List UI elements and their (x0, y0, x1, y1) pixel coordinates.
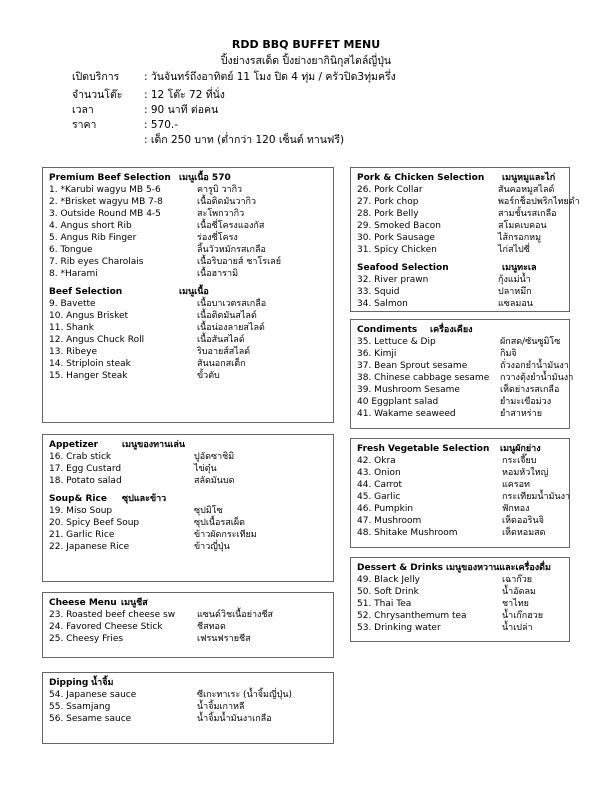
menu-item-th: หอมหัวใหญ่ (502, 468, 549, 478)
menu-item-en: 42. Okra (357, 456, 396, 466)
menu-item-en: 25. Cheesy Fries (49, 634, 124, 644)
menu-item-th: ฟักทอง (502, 504, 530, 514)
info-label: เปิดบริการ (72, 71, 120, 83)
menu-item-th: เห็ดออรินจิ (502, 516, 544, 526)
section-title-en: Dessert & Drinks (357, 563, 443, 573)
menu-item-th: สลัดมันบด (194, 476, 235, 486)
menu-item-en: 27. Pork chop (357, 197, 419, 207)
menu-item (357, 598, 563, 610)
section-title (49, 597, 327, 609)
menu-item-th: เนื้อฮารามิ (197, 269, 239, 279)
menu-item-en: 22. Japanese Rice (49, 542, 130, 552)
section-title (357, 443, 563, 455)
menu-item-th: น้ำจิ้มเกาหลี (197, 702, 245, 712)
menu-item-en: 7. Rib eyes Charolais (49, 257, 144, 267)
menu-item (49, 358, 327, 370)
section-title (49, 439, 327, 451)
section-title-th: เมนูหมูและไก่ (502, 173, 556, 183)
menu-item-th: ไส้กรอกหมู (498, 233, 542, 243)
menu-item-en: 19. Miso Soup (49, 506, 113, 516)
menu-item (357, 610, 563, 622)
section-title-th: เมนูของหวานและเครื่องดื่ม (446, 563, 551, 573)
menu-item-th: ชีสทอด (197, 622, 226, 632)
menu-item-en: 45. Garlic (357, 492, 401, 502)
menu-item (357, 515, 563, 527)
menu-item (357, 196, 580, 208)
section-title (49, 172, 327, 184)
menu-item-en: 43. Onion (357, 468, 401, 478)
dessert-drinks-menu-box (350, 557, 570, 642)
menu-item (49, 451, 327, 463)
menu-item (49, 701, 327, 713)
menu-item (357, 274, 563, 286)
menu-item-th: สันนอกสเต็ก (197, 359, 246, 369)
menu-item-th: แซลมอน (498, 299, 533, 309)
menu-item-th: ยำสาหร่าย (500, 409, 542, 419)
info-row-hours (72, 68, 396, 85)
menu-item-th: กุ้งแม่น้ำ (498, 275, 531, 285)
menu-item-en: 21. Garlic Rice (49, 530, 115, 540)
menu-item-th: แซนด์วิชเนื้อย่างชีส (197, 610, 274, 620)
menu-item (49, 334, 327, 346)
menu-item-th: เห็ดย่างรสเกลือ (500, 385, 560, 395)
menu-item-th: ลิ้นวัวหมักรสเกลือ (197, 245, 266, 255)
menu-item-en: 48. Shitake Mushroom (357, 528, 458, 538)
section-title-en: Fresh Vegetable Selection (357, 444, 490, 454)
menu-item-th: ถั่วงอกยำน้ำมันงา (500, 361, 569, 371)
section-title (49, 677, 327, 689)
menu-item (49, 541, 327, 553)
section-title-th: เมนูเนื้อ (179, 287, 209, 297)
menu-item-th: เนื้อน่องลายสไลด์ (197, 323, 265, 333)
info-value: : 90 นาที ต่อคน (144, 104, 219, 116)
menu-item-en: 35. Lettuce & Dip (357, 337, 436, 347)
menu-item-en: 41. Wakame seaweed (357, 409, 456, 419)
menu-item (357, 244, 563, 256)
menu-item-en: 3. Outside Round MB 4-5 (49, 209, 161, 219)
menu-item (49, 633, 327, 645)
menu-item-th: เนื้อติดมันวากิว (197, 197, 257, 207)
menu-item-en: 46. Pumpkin (357, 504, 414, 514)
menu-item-th: ชาไทย (502, 599, 529, 609)
menu-item-th: ข้าวผัดกระเทียม (194, 530, 257, 540)
section-title-en: Beef Selection (49, 287, 123, 297)
menu-item (49, 346, 327, 358)
menu-item-th: เฟรนฟรายชีส (197, 634, 251, 644)
section-title-en: Dipping (49, 678, 89, 688)
menu-item-th: คารูบิ วากิว (197, 185, 243, 195)
menu-item-en: 36. Kimji (357, 349, 397, 359)
menu-item-th: กระเจี๊ยบ (502, 456, 537, 466)
section-title (357, 262, 563, 274)
appetizer-soup-menu-box (42, 434, 334, 582)
menu-item (49, 196, 327, 208)
menu-item (49, 322, 327, 334)
section-title-th: เมนูของทานเล่น (122, 440, 185, 450)
menu-item-en: 50. Soft Drink (357, 587, 419, 597)
menu-item-th: กวางตุ้งยำน้ำมันงา (500, 373, 574, 383)
menu-item (49, 621, 327, 633)
menu-item (49, 505, 327, 517)
cheese-menu-box (42, 592, 334, 658)
info-value: : 12 โต๊ะ 72 ที่นั่ง (144, 89, 225, 101)
section-title-en: Cheese Menu (49, 598, 117, 608)
menu-item (49, 232, 327, 244)
menu-item-th: เนื้อริบอายส์ ชาโรเลย์ (197, 257, 281, 267)
menu-item-th: ซุปมิโซ (194, 506, 223, 516)
menu-item-en: 5. Angus Rib Finger (49, 233, 137, 243)
menu-item (49, 208, 327, 220)
vegetable-menu-box (350, 438, 570, 548)
menu-item-th: สันคอหมูสไลด์ (498, 185, 555, 195)
menu-item (49, 268, 327, 280)
section-title-en: Premium Beef Selection (49, 173, 171, 183)
menu-item-th: สะโพกวากิว (197, 209, 245, 219)
menu-item-th: ผักสด/ซันซูมิโซ (500, 337, 561, 347)
menu-title: RDD BBQ BUFFET MENU (231, 38, 381, 51)
section-title-en: Seafood Selection (357, 263, 449, 273)
menu-subtitle: ปิ้งย่างรสเด็ด ปิ้งย่างยากินิกุสไตล์ญี่ปุ่น (220, 55, 392, 67)
menu-item (357, 622, 563, 634)
section-title-th: ซุปและข้าว (122, 494, 167, 504)
menu-item-th: เนื้อสันสไลด์ (197, 335, 245, 345)
menu-item-en: 14. Striploin steak (49, 359, 131, 369)
section-title-en: Appetizer (49, 440, 99, 450)
section-title (357, 562, 563, 574)
menu-item (49, 370, 327, 382)
menu-item-th: เนื้อซี่โครงแองกัส (197, 221, 265, 231)
menu-item-en: 10. Angus Brisket (49, 311, 129, 321)
menu-item-en: 38. Chinese cabbage sesame (357, 373, 490, 383)
section-title-th: น้ำจิ้ม (91, 678, 114, 688)
section-title-th: เมนูผักย่าง (500, 444, 541, 454)
menu-item-en: 32. River prawn (357, 275, 429, 285)
menu-item-th: เฉาก๊วย (502, 575, 533, 585)
menu-item (357, 396, 563, 408)
menu-item (357, 527, 563, 539)
menu-item-en: 56. Sesame sauce (49, 714, 132, 724)
menu-item-th: แครอท (502, 480, 530, 490)
menu-item-en: 4. Angus short Rib (49, 221, 132, 231)
menu-item (357, 574, 563, 586)
info-label: ราคา (72, 119, 97, 131)
menu-item (357, 360, 569, 372)
menu-item-en: 1. *Karubi wagyu MB 5-6 (49, 185, 161, 195)
menu-item-th: เนื้อติดมันสไลด์ (197, 311, 257, 321)
info-label: เวลา (72, 104, 94, 116)
menu-item-en: 23. Roasted beef cheese sw (49, 610, 176, 620)
menu-item (357, 298, 563, 310)
menu-item (357, 286, 563, 298)
section-title-en: Soup& Rice (49, 494, 107, 504)
menu-item-en: 6. Tongue (49, 245, 93, 255)
menu-item (357, 372, 574, 384)
menu-item (49, 184, 327, 196)
info-row-child-price (72, 131, 344, 148)
menu-item-en: 13. Ribeye (49, 347, 98, 357)
menu-item-en: 15. Hanger Steak (49, 371, 128, 381)
menu-item-th: พอร์กช็อปพริกไทยดำ (498, 197, 580, 207)
menu-item-en: 9. Bavette (49, 299, 96, 309)
menu-item (357, 184, 563, 196)
menu-item-en: 55. Ssamjang (49, 702, 111, 712)
section-title-en: Condiments (357, 325, 418, 335)
info-value: : 570.- (144, 119, 179, 131)
menu-item (357, 503, 563, 515)
pork-seafood-menu-box (350, 167, 580, 312)
menu-item-th: เนื้อบาเวตรสเกลือ (197, 299, 267, 309)
menu-item-en: 8. *Harami (49, 269, 98, 279)
menu-item (357, 491, 571, 503)
menu-item-en: 33. Squid (357, 287, 400, 297)
menu-item-en: 2. *Brisket wagyu MB 7-8 (49, 197, 163, 207)
menu-item-th: สามชั้นรสเกลือ (498, 209, 557, 219)
menu-item-en: 28. Pork Belly (357, 209, 419, 219)
menu-item-th: ปูอัดซาชิมิ (194, 452, 235, 462)
menu-item (49, 256, 327, 268)
menu-item-th: ยำมะเขือม่วง (500, 397, 552, 407)
menu-item-en: 30. Pork Sausage (357, 233, 435, 243)
menu-item-th: ริบอายส์สไลด์ (197, 347, 251, 357)
menu-item (357, 220, 563, 232)
menu-item (357, 479, 563, 491)
menu-item (357, 348, 563, 360)
menu-item-th: ซุปเนื้อรสเผ็ด (194, 518, 245, 528)
menu-item (357, 208, 563, 220)
menu-item-en: 44. Carrot (357, 480, 403, 490)
menu-item (357, 232, 563, 244)
menu-item-th: ปลาหมึก (498, 287, 532, 297)
menu-item-th: ไก่สไปซี่ (498, 245, 530, 255)
menu-item (357, 336, 563, 348)
menu-item-en: 18. Potato salad (49, 476, 122, 486)
menu-item (357, 455, 563, 467)
menu-item-en: 31. Spicy Chicken (357, 245, 437, 255)
section-title (49, 286, 327, 298)
menu-item (357, 586, 563, 598)
section-title (357, 172, 563, 184)
section-title (49, 493, 327, 505)
section-title (357, 324, 563, 336)
menu-item-th: กิมจิ (500, 349, 517, 359)
menu-item-en: 37. Bean Sprout sesame (357, 361, 468, 371)
menu-item (49, 689, 327, 701)
menu-item-th: น้ำจิ้มน้ำมันงาเกลือ (197, 714, 272, 724)
menu-item-en: 51. Thai Tea (357, 599, 412, 609)
section-title-th: เมนูทะเล (502, 263, 537, 273)
menu-item-en: 11. Shank (49, 323, 95, 333)
menu-item-en: 17. Egg Custard (49, 464, 122, 474)
menu-item (49, 298, 327, 310)
section-title-th: เมนูเนื้อ 570 (179, 173, 231, 183)
menu-item (49, 517, 327, 529)
menu-item-th: สโมคเบคอน (498, 221, 547, 231)
menu-item-en: 49. Black Jelly (357, 575, 420, 585)
menu-item (49, 244, 327, 256)
menu-item (357, 408, 563, 420)
menu-item-en: 34. Salmon (357, 299, 408, 309)
condiments-menu-box (350, 319, 574, 429)
menu-item-en: 52. Chrysanthemum tea (357, 611, 467, 621)
menu-item-th: ข้าวญี่ปุ่น (194, 542, 230, 552)
menu-item (49, 475, 327, 487)
menu-item (49, 609, 327, 621)
info-label: จำนวนโต๊ะ (72, 89, 123, 101)
menu-item-en: 53. Drinking water (357, 623, 441, 633)
menu-item (49, 220, 327, 232)
menu-item-en: 54. Japanese sauce (49, 690, 137, 700)
menu-item (357, 384, 563, 396)
menu-item-en: 29. Smoked Bacon (357, 221, 442, 231)
menu-item (49, 713, 327, 725)
menu-item-en: 20. Spicy Beef Soup (49, 518, 140, 528)
menu-item-en: 16. Crab stick (49, 452, 112, 462)
info-value: : วันจันทร์ถึงอาทิตย์ 11 โมง ปิด 4 ทุ่ม / ครัวปิด3ทุ่มครึ่ง (144, 71, 396, 83)
menu-item-th: ไข่ตุ๋น (194, 464, 217, 474)
menu-item-en: 24. Favored Cheese Stick (49, 622, 163, 632)
section-title-en: Pork & Chicken Selection (357, 173, 485, 183)
info-value: : เด็ก 250 บาท (ต่ำกว่า 120 เซ็นต์ ทานฟรี) (144, 134, 345, 146)
dipping-menu-box (42, 672, 334, 744)
menu-item-en: 12. Angus Chuck Roll (49, 335, 145, 345)
beef-menu-box (42, 167, 334, 423)
menu-item-en: 40 Eggplant salad (357, 397, 439, 407)
menu-item-en: 39. Mushroom Sesame (357, 385, 460, 395)
section-title-th: เมนูชีส (121, 598, 148, 608)
menu-item-th: ขั้วตับ (197, 371, 220, 381)
menu-item-th: ซีเกะทาเระ (น้ำจิ้มญี่ปุ่น) (197, 690, 293, 700)
menu-item-th: น้ำอัดลม (502, 587, 536, 597)
menu-item-th: กระเทียมน้ำมันงา (502, 492, 571, 502)
menu-item-th: เห็ดหอมสด (502, 528, 546, 538)
menu-item-th: น้ำเก๊กฮวย (502, 611, 544, 621)
menu-item-en: 26. Pork Collar (357, 185, 423, 195)
section-title-th: เครื่องเคียง (430, 325, 473, 335)
menu-item-th: ร่องซี่โครง (197, 233, 238, 243)
menu-item (49, 310, 327, 322)
menu-item (49, 463, 327, 475)
menu-item-en: 47. Mushroom (357, 516, 422, 526)
menu-item-th: น้ำเปล่า (502, 623, 533, 633)
menu-item (49, 529, 327, 541)
menu-item (357, 467, 563, 479)
